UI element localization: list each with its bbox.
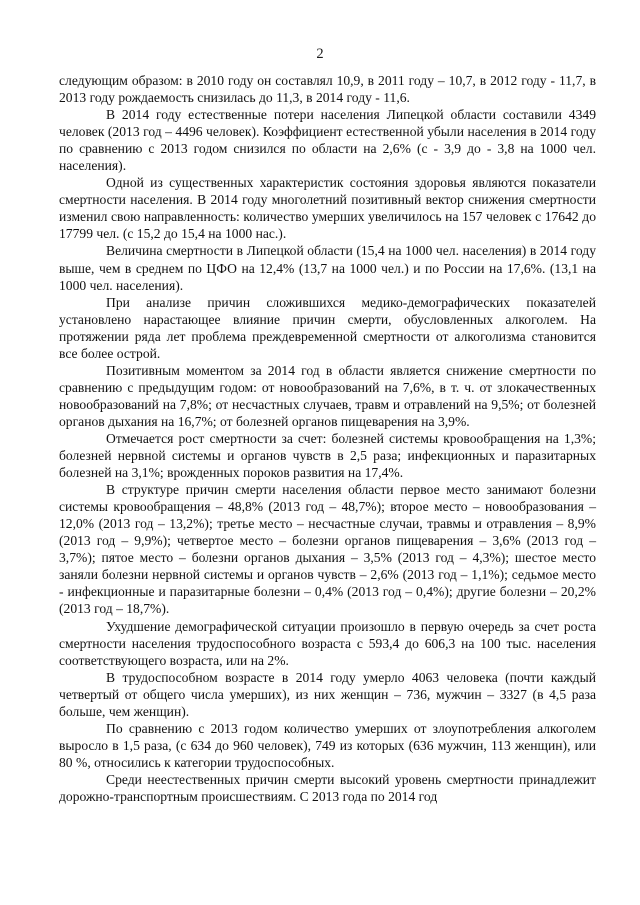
paragraph: В структуре причин смерти населения области первое место занимают болезни системы кровообращения – 48,8% (2013 год – 48,7%); второе место – новообразования – 12,0% (2013 год – 13,2%); третье место – несчастные случаи, травмы и отравления – 8,9% (2013 год – 9,9%); четвертое место – болезни органов пищеварения – 3,6% (2013 год – 3,7%); пятое место – болезни органов дыхания – 3,5% (2013 год – 4,3%); шестое место заняли болезни нервной системы и органов чувств – 2,6% (2013 год – 1,1%); седьмое место - инфекционные и паразитарные болезни – 0,4% (2013 год – 0,4%); другие болезни – 20,2% (2013 год – 18,7%).: [59, 482, 596, 617]
paragraph: Ухудшение демографической ситуации произошло в первую очередь за счет роста смертности населения трудоспособного возраста с 593,4 до 606,3 на 100 тыс. населения соответствующего возраста, или на 2%.: [59, 618, 596, 668]
paragraph: В трудоспособном возрасте в 2014 году умерло 4063 человека (почти каждый четвертый от общего числа умерших), из них женщин – 736, мужчин – 3327 (в 4,5 раза больше, чем женщин).: [59, 669, 596, 719]
paragraph: Среди неестественных причин смерти высокий уровень смертности принадлежит дорожно-транспортным происшествиям. С 2013 года по 2014 год: [59, 771, 596, 804]
paragraph: По сравнению с 2013 годом количество умерших от злоупотребления алкоголем выросло в 1,5 раза, (с 634 до 960 человек), 749 из которых (636 мужчин, 113 женщин), или 80 %, относились к категории трудоспособных.: [59, 720, 596, 770]
paragraph: Отмечается рост смертности за счет: болезней системы кровообращения на 1,3%; болезней нервной системы и органов чувств в 2,5 раза; инфекционных и паразитарных болезней на 3,1%; врожденных пороков развития на 17,4%.: [59, 430, 596, 481]
paragraph: При анализе причин сложившихся медико-демографических показателей установлено нарастающее влияние причин смерти, обусловленных алкоголем. На протяжении ряда лет проблема преждевременной смертности от алкоголизма становится все более острой.: [59, 294, 596, 361]
paragraph: В 2014 году естественные потери населения Липецкой области составили 4349 человек (2013 год – 4496 человек). Коэффициент естественной убыли населения в 2014 году по сравнению с 2013 годом снизился по области на 2,6% (с - 3,9 до - 3,8 на 1000 чел. населения).: [59, 107, 596, 174]
paragraph: Величина смертности в Липецкой области (15,4 на 1000 чел. населения) в 2014 году выше, чем в среднем по ЦФО на 12,4% (13,7 на 1000 чел.) и по России на 17,6%. (13,1 на 1000 чел. населения).: [59, 243, 596, 293]
paragraph: Одной из существенных характеристик состояния здоровья являются показатели смертности населения. В 2014 году многолетний позитивный вектор снижения смертности изменил свою направленность: количество умерших увеличилось на 157 человек с 17642 до 17799 чел. (с 15,2 до 15,4 на 1000 нас.).: [59, 175, 596, 242]
document-body: [59, 72, 596, 805]
paragraph: следующим образом: в 2010 году он составлял 10,9, в 2011 году – 10,7, в 2012 году - 11,7, в 2013 году рождаемость снизилась до 11,3, в 2014 году - 11,6.: [59, 73, 596, 106]
page-number: 2: [316, 46, 324, 62]
paragraph: Позитивным моментом за 2014 год в области является снижение смертности по сравнению с предыдущим годом: от новообразований на 7,6%, в т. ч. от злокачественных новообразований на 7,8%; от несчастных случаев, травм и отравлений на 9,5%; от болезней органов дыхания на 16,7%; от болезней органов пищеварения на 3,9%.: [59, 362, 596, 429]
